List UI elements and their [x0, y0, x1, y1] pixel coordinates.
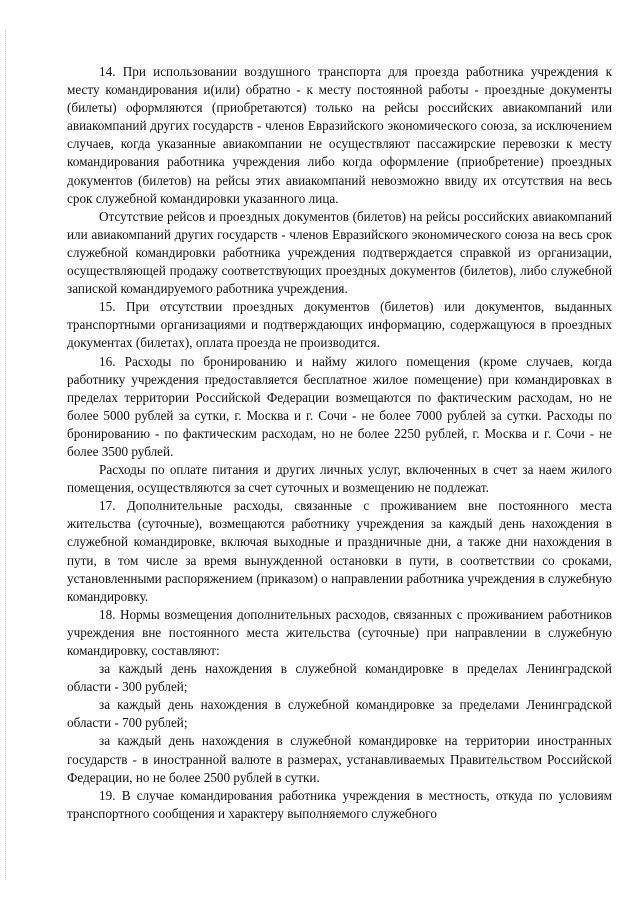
paragraph-14-continued: Отсутствие рейсов и проездных документов (билетов) на рейсы российских авиакомпаний или авиакомпаний других государств - членов Евразийского экономического союза на весь срок служебной командировки работника учреждения подтверждается справкой из организации, осуществляющей продажу соответствующих проездных документов (билетов), либо служебной запиской командируемого работника учреждения.	[67, 208, 612, 297]
paragraph-18: 18. Нормы возмещения дополнительных расходов, связанных с проживанием работников учреждения вне постоянного места жительства (суточные) при направлении в служебную командировку, составляют:	[67, 606, 612, 658]
paragraph-19: 19. В случае командирования работника учреждения в местность, откуда по условиям транспортного сообщения и характеру выполняемого служебного	[67, 787, 612, 821]
paragraph-14: 14. При использовании воздушного транспорта для проезда работника учреждения к месту командирования и(или) обратно - к месту постоянной работы - проездные документы (билеты) оформляются (приобретаются) только на рейсы российских авиакомпаний или авиакомпаний других государств - членов Евразийского экономического союза, за исключением случаев, когда указанные авиакомпании не осуществляют пассажирские перевозки к месту командирования работника учреждения либо когда оформление (приобретение) проездных документов (билетов) на рейсы этих авиакомпаний невозможно ввиду их отсутствия на весь срок служебной командировки указанного лица.	[67, 64, 612, 206]
paragraph-15: 15. При отсутствии проездных документов (билетов) или документов, выданных транспортными организациями и подтверждающих информацию, содержащуюся в проездных документах (билетах), оплата проезда не производится.	[67, 299, 612, 351]
paragraph-18-item-1: за каждый день нахождения в служебной командировке в пределах Ленинградской области - 300 рублей;	[67, 661, 612, 695]
document-page	[67, 63, 612, 823]
scan-margin-edge	[5, 30, 8, 880]
paragraph-16-continued: Расходы по оплате питания и других личных услуг, включенных в счет за наем жилого помещения, осуществляются за счет суточных и возмещению не подлежат.	[67, 462, 612, 496]
paragraph-16: 16. Расходы по бронированию и найму жилого помещения (кроме случаев, когда работнику учреждения предоставляется бесплатное жилое помещение) при командировках в пределах территории Российской Федерации возмещаются по фактическим расходам, но не более 5000 рублей за сутки, г. Москва и г. Сочи - не более 7000 рублей за сутки. Расходы по бронированию - по фактическим расходам, но не более 2250 рублей, г. Москва и г. Сочи - не более 3500 рублей.	[67, 353, 612, 459]
paragraph-18-item-3: за каждый день нахождения в служебной командировке на территории иностранных государств - в иностранной валюте в размерах, устанавливаемых Правительством Российской Федерации, но не более 2500 рублей в сутки.	[67, 733, 612, 785]
paragraph-18-item-2: за каждый день нахождения в служебной командировке за пределами Ленинградской области - 700 рублей;	[67, 697, 612, 731]
paragraph-17: 17. Дополнительные расходы, связанные с проживанием вне постоянного места жительства (суточные), возмещаются работнику учреждения за каждый день нахождения в служебной командировке, включая выходные и праздничные дни, а также дни нахождения в пути, в том числе за время вынужденной остановки в пути, в соответствии со сроками, установленными распоряжением (приказом) о направлении работника учреждения в служебную командировку.	[67, 498, 612, 604]
